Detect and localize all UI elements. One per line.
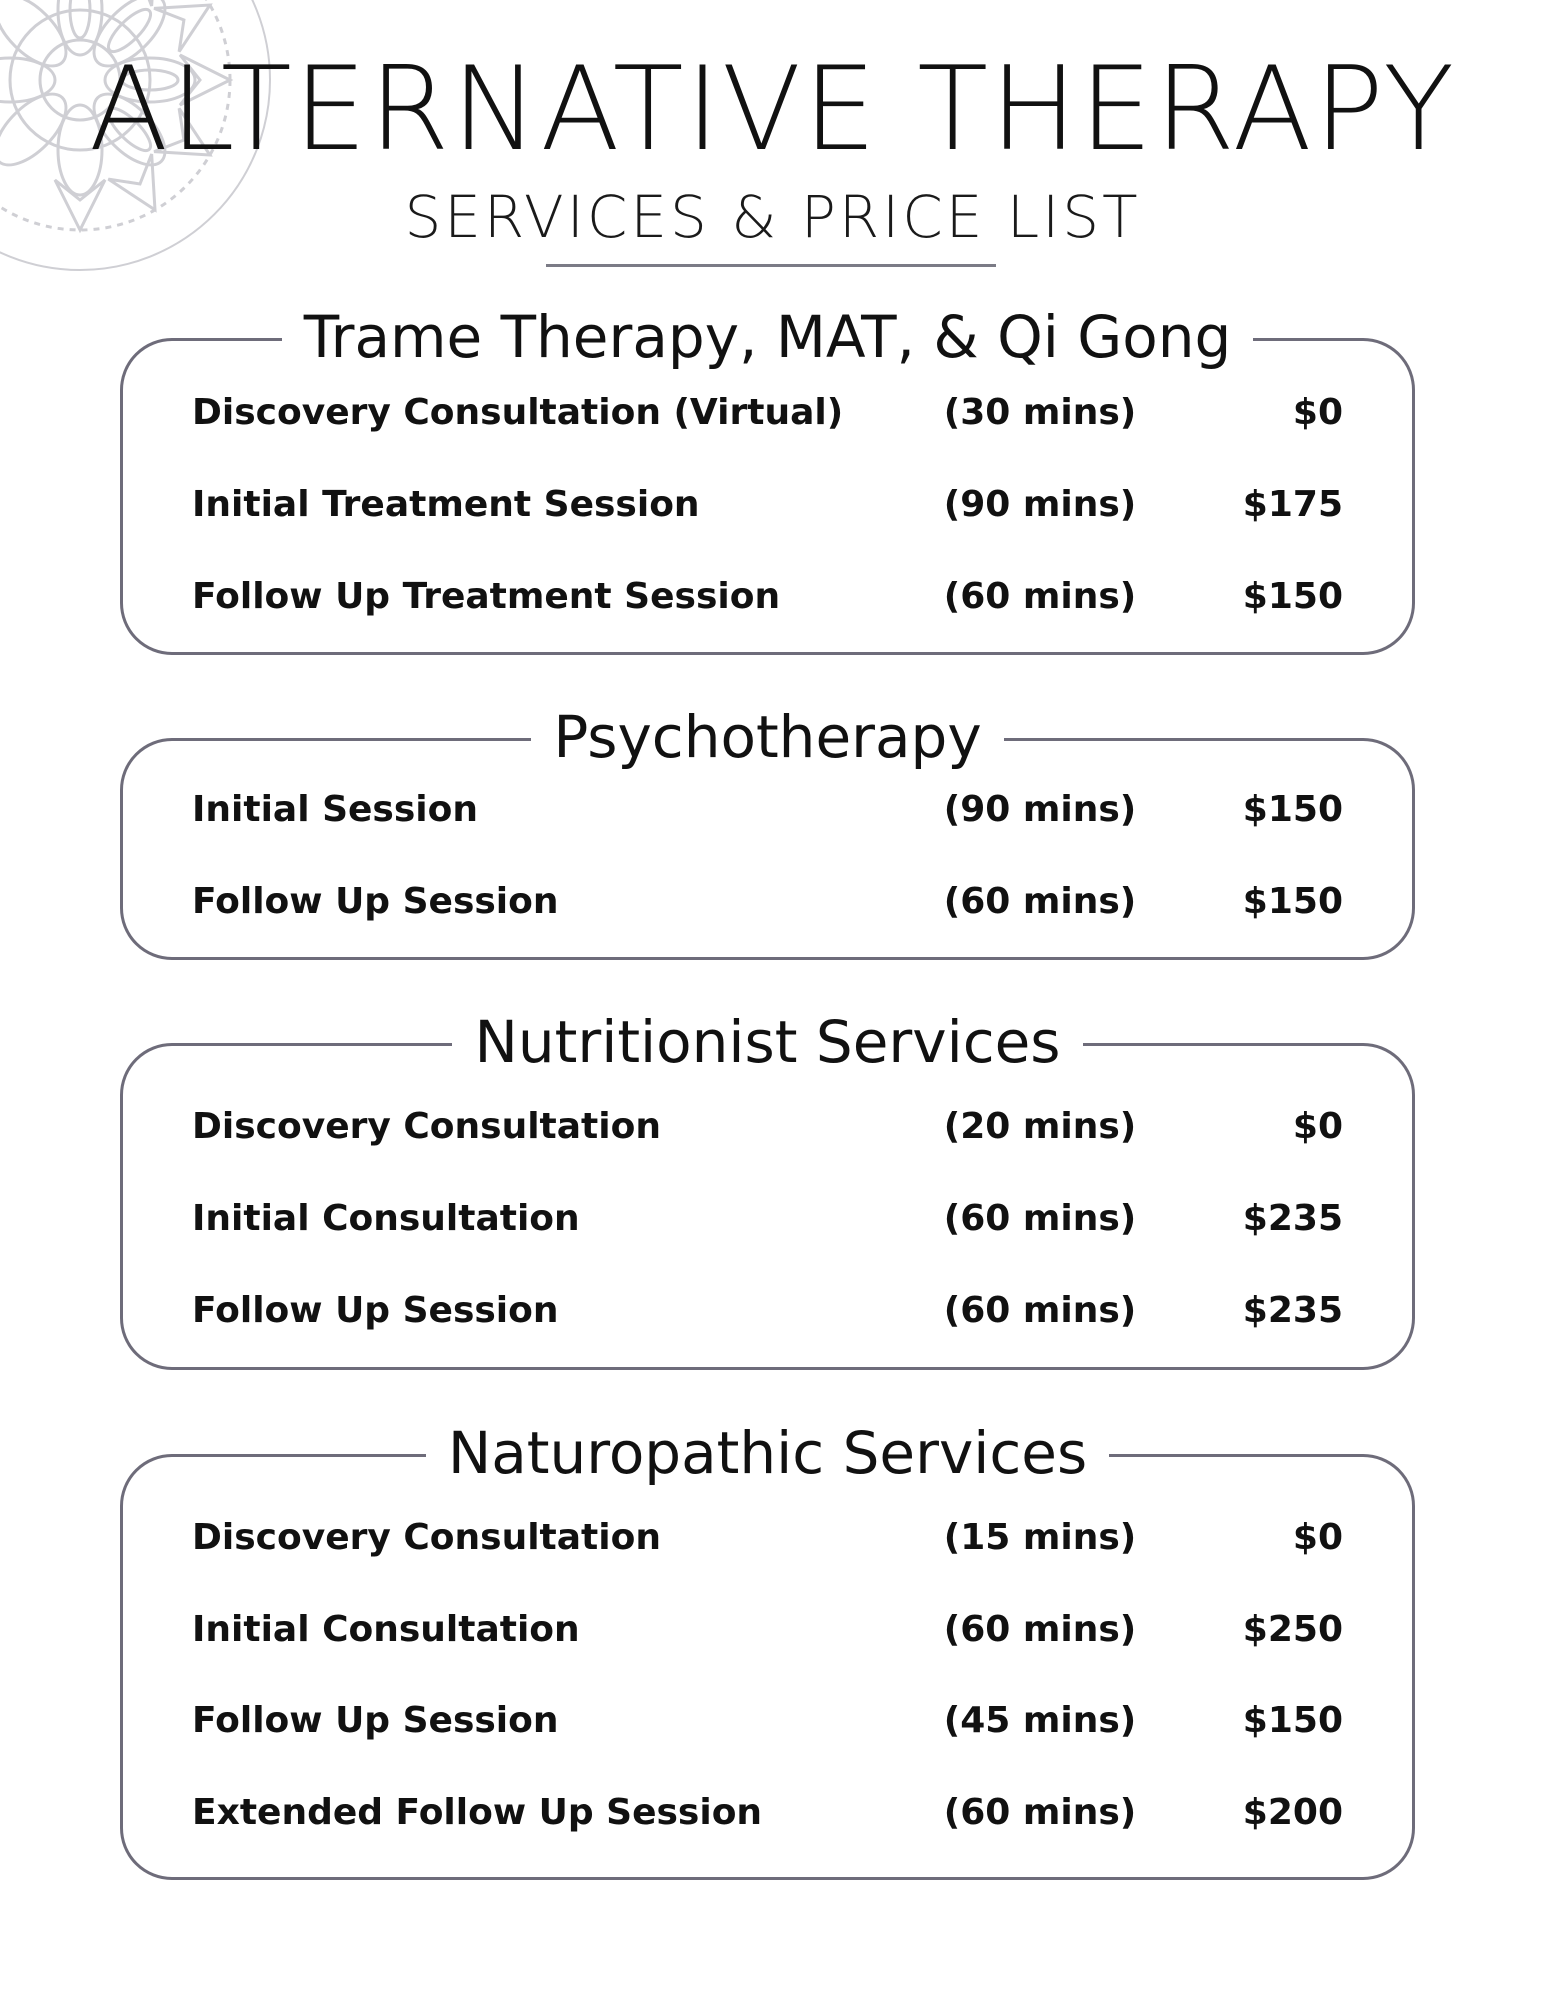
section-trame-therapy [120, 300, 1415, 655]
service-price: $0 [1292, 392, 1343, 433]
service-price: $175 [1242, 484, 1343, 525]
service-name: Discovery Consultation [192, 1106, 661, 1147]
page-subtitle: SERVICES & PRICE LIST [404, 183, 1141, 251]
service-duration: (60 mins) [943, 1198, 1137, 1239]
service-price: $150 [1242, 789, 1343, 830]
section-heading: Naturopathic Services [120, 1424, 1415, 1482]
service-row [120, 480, 1415, 530]
service-name: Initial Treatment Session [192, 484, 700, 525]
section-heading: Psychotherapy [120, 708, 1415, 766]
service-name: Initial Consultation [192, 1609, 580, 1650]
service-row [120, 877, 1415, 927]
service-row [120, 1788, 1415, 1838]
service-row [120, 1286, 1415, 1336]
service-price: $150 [1242, 576, 1343, 617]
service-name: Follow Up Session [192, 1290, 559, 1331]
service-duration: (60 mins) [943, 1609, 1137, 1650]
section-psychotherapy [120, 700, 1415, 960]
service-price: $200 [1242, 1792, 1343, 1833]
service-name: Initial Consultation [192, 1198, 580, 1239]
service-duration: (20 mins) [943, 1106, 1137, 1147]
service-name: Discovery Consultation (Virtual) [192, 392, 844, 433]
service-duration: (15 mins) [943, 1517, 1137, 1558]
service-name: Follow Up Treatment Session [192, 576, 781, 617]
service-duration: (90 mins) [943, 484, 1137, 525]
service-row [120, 1102, 1415, 1152]
service-name: Extended Follow Up Session [192, 1792, 763, 1833]
service-duration: (60 mins) [943, 881, 1137, 922]
section-nutritionist [120, 1005, 1415, 1370]
service-price: $0 [1292, 1517, 1343, 1558]
service-row [120, 572, 1415, 622]
section-naturopathic [120, 1416, 1415, 1880]
service-price: $0 [1292, 1106, 1343, 1147]
service-price: $150 [1242, 881, 1343, 922]
service-price: $150 [1242, 1700, 1343, 1741]
service-duration: (60 mins) [943, 1792, 1137, 1833]
service-duration: (60 mins) [943, 576, 1137, 617]
service-row [120, 1513, 1415, 1563]
service-duration: (90 mins) [943, 789, 1137, 830]
service-name: Follow Up Session [192, 1700, 559, 1741]
service-price: $235 [1242, 1198, 1343, 1239]
service-duration: (45 mins) [943, 1700, 1137, 1741]
service-name: Follow Up Session [192, 881, 559, 922]
service-row [120, 785, 1415, 835]
service-price: $235 [1242, 1290, 1343, 1331]
service-name: Discovery Consultation [192, 1517, 661, 1558]
page-title: ALTERNATIVE THERAPY [88, 42, 1457, 177]
service-row [120, 1194, 1415, 1244]
service-row [120, 1696, 1415, 1746]
service-price: $250 [1242, 1609, 1343, 1650]
section-heading: Trame Therapy, MAT, & Qi Gong [120, 308, 1415, 366]
service-duration: (60 mins) [943, 1290, 1137, 1331]
service-row [120, 388, 1415, 438]
section-heading: Nutritionist Services [120, 1013, 1415, 1071]
service-duration: (30 mins) [943, 392, 1137, 433]
service-name: Initial Session [192, 789, 478, 830]
title-divider [546, 264, 996, 267]
service-row [120, 1605, 1415, 1655]
